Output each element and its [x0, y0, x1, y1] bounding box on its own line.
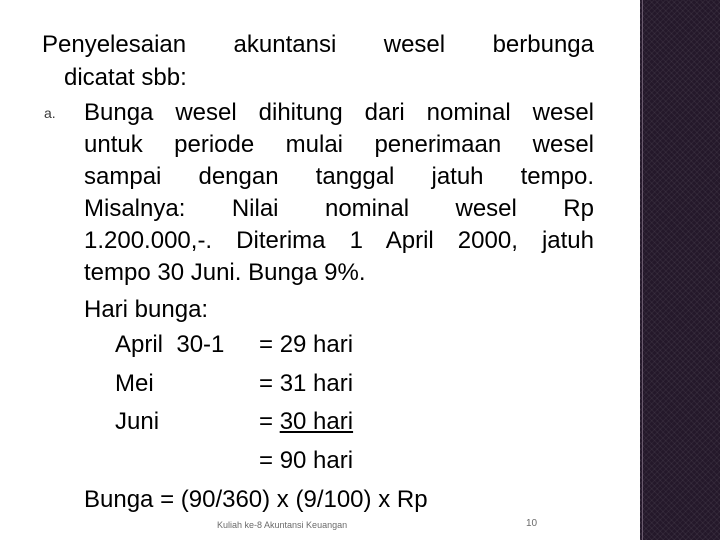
bunga-formula: Bunga = (90/360) x (9/100) x Rp — [84, 486, 428, 513]
calc-month-label: Juni — [115, 408, 160, 435]
slide-footer: Kuliah ke-8 Akuntansi Keuangan — [217, 520, 348, 530]
page-number: 10 — [526, 518, 538, 529]
item-a-line-3: sampai dengan tanggal jatuh tempo. — [84, 163, 594, 190]
item-a-line-1: Bunga wesel dihitung dari nominal wesel — [84, 99, 594, 126]
item-a-line-6: tempo 30 Juni. Bunga 9%. — [84, 259, 366, 286]
slide-body — [42, 28, 594, 520]
calc-equals: = — [259, 446, 280, 474]
calc-row-total — [84, 442, 594, 481]
item-a-line-5: 1.200.000,-. Diterima 1 April 2000, jatuh — [84, 227, 594, 254]
side-panel-border — [642, 0, 643, 540]
calc-value-cell — [259, 442, 353, 481]
calc-equals: = — [259, 408, 280, 435]
calc-value: 31 hari — [279, 369, 354, 397]
calc-row-juni — [84, 403, 594, 442]
calc-month-label: April 30-1 — [115, 331, 225, 358]
calc-value-cell — [259, 403, 353, 442]
calc-value-cell — [259, 326, 353, 365]
calc-total-value: 90 hari — [279, 446, 354, 474]
calc-row-april — [84, 326, 594, 365]
calc-row-mei — [84, 365, 594, 404]
calc-value-cell — [259, 365, 353, 404]
list-item-a — [42, 97, 594, 520]
decorative-side-panel — [640, 0, 720, 540]
item-a-line-2: untuk periode mulai penerimaan wesel — [84, 131, 594, 158]
calc-equals: = — [259, 331, 280, 358]
calc-value-underlined: 30 hari — [279, 408, 354, 435]
item-a-line-4: Misalnya: Nilai nominal wesel Rp — [84, 195, 594, 222]
title-line-1: Penyelesaian akuntansi wesel berbunga — [42, 31, 594, 58]
list-marker-a: a. — [44, 105, 56, 121]
calc-value: 29 hari — [279, 331, 354, 358]
calc-equals: = — [259, 369, 280, 397]
hari-bunga-label: Hari bunga: — [84, 296, 209, 323]
title-line-2: dicatat sbb: — [64, 64, 187, 91]
calc-month-label: Mei — [115, 369, 154, 397]
